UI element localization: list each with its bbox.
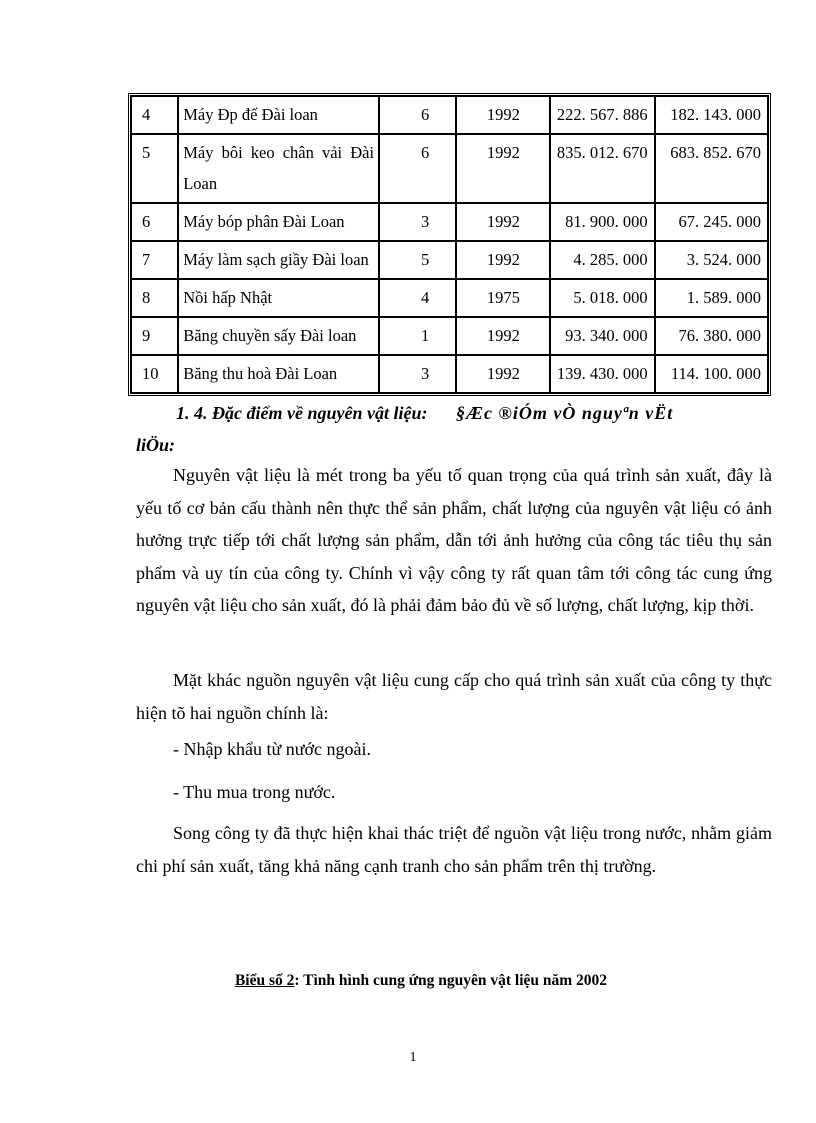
- year-cell: 1992: [456, 355, 550, 393]
- quantity-cell: [379, 279, 456, 317]
- year-cell: 1975: [456, 279, 550, 317]
- year-cell: 1992: [456, 96, 550, 134]
- original-value: 222. 567. 886: [550, 96, 654, 134]
- equipment-name: Băng chuyền sấy Đài loan: [178, 317, 379, 355]
- remaining-value: 114. 100. 000: [655, 355, 768, 393]
- table-caption: [0, 972, 816, 990]
- table-row: [131, 96, 768, 134]
- quantity-cell: [379, 96, 456, 134]
- caption-text: : Tình hình cung ứng nguyên vật liệu năm 2002: [294, 972, 608, 989]
- table-row: [131, 203, 768, 241]
- original-value: 81. 900. 000: [550, 203, 654, 241]
- table-row: [131, 279, 768, 317]
- row-number: 5: [131, 134, 178, 203]
- equipment-name: Máy làm sạch giầy Đài loan: [178, 241, 379, 279]
- section-title: 1. 4. Đặc điểm về nguyên vật liệu:: [176, 403, 428, 423]
- year-cell: 1992: [456, 203, 550, 241]
- row-number: 7: [131, 241, 178, 279]
- equipment-name: Máy bôi keo chân vải Đài Loan: [178, 134, 379, 203]
- remaining-value: 182. 143. 000: [655, 96, 768, 134]
- quantity: 4: [421, 288, 430, 307]
- year-cell: 1992: [456, 317, 550, 355]
- row-number: 4: [131, 96, 178, 134]
- quantity-cell: [379, 134, 456, 203]
- remaining-value: 3. 524. 000: [655, 241, 768, 279]
- paragraph-exploitation: Song công ty đã thực hiện khai thác triệt để nguồn vật liệu trong nước, nhằm giảm chi phí sản xuất, tăng khả năng cạnh tranh cho sản phẩm trên thị trường.: [136, 823, 772, 876]
- table-row: [131, 355, 768, 393]
- row-number: 8: [131, 279, 178, 317]
- equipment-name: Máy Đp đế Đài loan: [178, 96, 379, 134]
- quantity-cell: [379, 241, 456, 279]
- remaining-value: 1. 589. 000: [655, 279, 768, 317]
- equipment-name: Nồi hấp Nhật: [178, 279, 379, 317]
- quantity: 3: [421, 364, 430, 383]
- row-number: 10: [131, 355, 178, 393]
- list-item-import: - Nhập khẩu từ nước ngoài.: [173, 739, 371, 759]
- remaining-value: 67. 245. 000: [655, 203, 768, 241]
- remaining-value: 76. 380. 000: [655, 317, 768, 355]
- quantity: 5: [421, 250, 430, 269]
- list-item-domestic: - Thu mua trong nước.: [173, 782, 336, 802]
- original-value: 5. 018. 000: [550, 279, 654, 317]
- year-cell: 1992: [456, 134, 550, 203]
- original-value: 4. 285. 000: [550, 241, 654, 279]
- section-title-garbled: §Æc ®iÓm vÒ nguyªn vËt: [456, 403, 674, 423]
- original-value: 835. 012. 670: [550, 134, 654, 203]
- caption-label: Biểu số 2: [234, 972, 295, 989]
- original-value: 139. 430. 000: [550, 355, 654, 393]
- equipment-table: [128, 93, 771, 396]
- remaining-value: 683. 852. 670: [655, 134, 768, 203]
- quantity: 6: [421, 105, 430, 124]
- section-title-garbled-continuation: liÖu:: [136, 435, 176, 455]
- paragraph-sources: Mặt khác nguồn nguyên vật liệu cung cấp cho quá trình sản xuất của công ty thực hiện tõ hai nguồn chính là:: [136, 670, 772, 723]
- year-cell: 1992: [456, 241, 550, 279]
- paragraph-intro: Nguyên vật liệu là mét trong ba yếu tố quan trọng của quá trình sản xuất, đây là yếu tố cơ bản cấu thành nên thực thể sản phẩm, chất lượng của nguyên vật liệu có ảnh hưởng trực tiếp tới chất lượng sản phẩm, dẫn tới ảnh hưởng của công tác tiêu thụ sản phẩm và uy tín của công ty. Chính vì vậy công ty rất quan tâm tới công tác cung ứng nguyên vật liệu cho sản xuất, đó là phải đảm bảo đủ về số lượng, chất lượng, kịp thời.: [136, 465, 772, 615]
- equipment-name: Băng thu hoà Đài Loan: [178, 355, 379, 393]
- page-number: 1: [409, 1050, 417, 1065]
- quantity: 1: [421, 326, 430, 345]
- row-number: 9: [131, 317, 178, 355]
- quantity: 3: [421, 212, 430, 231]
- table-row: [131, 134, 768, 203]
- quantity-cell: [379, 317, 456, 355]
- quantity-cell: [379, 203, 456, 241]
- table-row: [131, 317, 768, 355]
- equipment-name: Máy bóp phân Đài Loan: [178, 203, 379, 241]
- original-value: 93. 340. 000: [550, 317, 654, 355]
- table-row: [131, 241, 768, 279]
- quantity-cell: [379, 355, 456, 393]
- row-number: 6: [131, 203, 178, 241]
- quantity: 6: [421, 143, 430, 162]
